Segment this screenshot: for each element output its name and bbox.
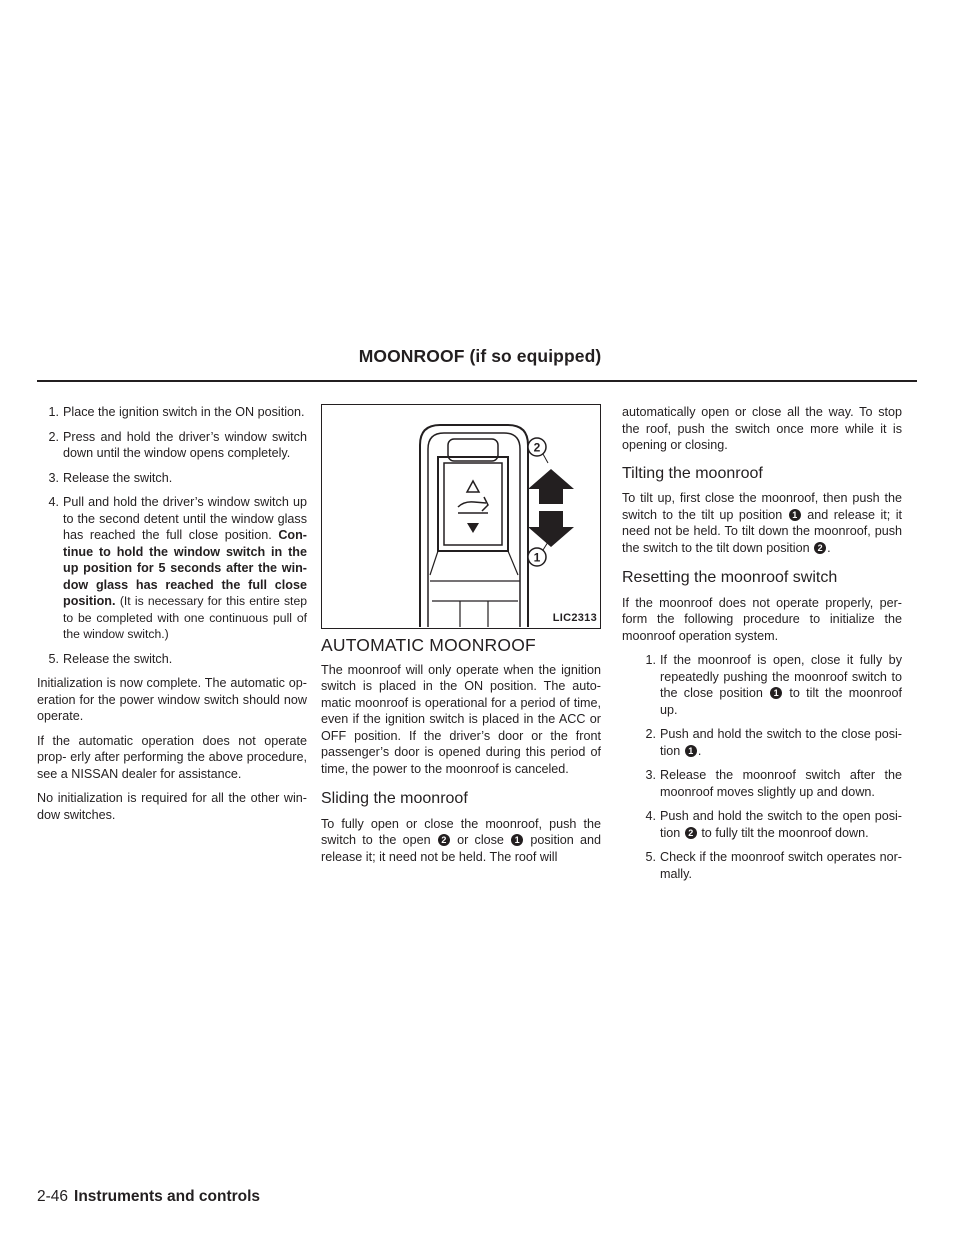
- column-2: [321, 404, 601, 873]
- heading-sliding: Sliding the moonroof: [321, 790, 468, 807]
- init-step-2: 2. Press and hold the driver’s window switch down until the window opens completely.: [48, 429, 307, 460]
- page-number: 2-46: [37, 1188, 69, 1205]
- heading-automatic-moonroof: AUTOMATIC MOONROOF: [321, 635, 536, 655]
- mark-2-icon: 2: [438, 834, 450, 846]
- reset-step-3: 3. Release the moonroof switch after the moonroof moves slightly up and down.: [645, 768, 902, 799]
- paragraph-other-windows: No initialization is required for all the other win- dow switches.: [37, 791, 307, 822]
- paragraph-dealer: If the automatic operation does not operate prop- erly after performing the above procedure, see a NISSAN dealer for assistance.: [37, 733, 307, 781]
- heading-resetting: Resetting the moonroof switch: [622, 569, 838, 586]
- reset-step-1: 1. If the moonroof is open, close it fully by repeatedly pushing the moonroof switch to the close position 1 to tilt the moonroof up.: [645, 653, 902, 717]
- section-rule: [37, 380, 917, 382]
- column-1: [37, 404, 307, 831]
- mark-2-icon: 2: [685, 827, 697, 839]
- paragraph-tilting: To tilt up, first close the moonroof, then push the switch to the tilt up position 1 and release it; it need not be held. To tilt down the moonroof, push the switch to the tilt down position 2 .: [622, 491, 903, 555]
- section-title: MOONROOF (if so equipped): [358, 346, 602, 366]
- paragraph-sliding: To fully open or close the moonroof, push the switch to the open 2 or close 1 position and release it; it need not be held. The roof will: [321, 816, 602, 864]
- init-step-5: 5. Release the switch.: [48, 651, 173, 666]
- init-steps: [37, 404, 307, 667]
- init-step-4-warning: Con- tinue to hold the window switch in the up position for 5 seconds after the win- dow glass has reached the full close position.: [63, 528, 308, 608]
- init-step-3: 3. Release the switch.: [48, 470, 173, 485]
- init-step-1: 1. Place the ignition switch in the ON position.: [48, 405, 305, 419]
- moonroof-switch-illustration: [322, 405, 599, 627]
- paragraph-resetting-intro: If the moonroof does not operate properly, per- form the following procedure to initialize the moonroof operation system.: [622, 595, 902, 643]
- reset-step-4: 4. Push and hold the switch to the open posi- tion 2 to fully tilt the moonroof down.: [645, 809, 902, 840]
- page-footer: [37, 1188, 260, 1206]
- reset-step-2: 2. Push and hold the switch to the close posi- tion 1 .: [645, 727, 902, 758]
- init-step-4: 4. Pull and hold the driver’s window switch up to the second detent until the window glass has reached the full close position. Con- tinue to hold the window switch in the up position for 5 seconds after the win- dow glass has reached the full close position. (It is necessary for this entire step to be completed with one continuous pull of the window switch.): [48, 495, 308, 641]
- callout-1: 1: [533, 550, 541, 565]
- moonroof-switch-figure: [321, 404, 601, 629]
- paragraph-automatic-intro: The moonroof will only operate when the ignition switch is placed in the ON position. The auto- matic moonroof is operational for a period of time, even if the ignition switch is placed in the ACC or OFF position. If the driver’s door or the front passenger’s door is opened during this period of time, the power to the moonroof is canceled.: [321, 662, 601, 776]
- mark-2-icon: 2: [814, 542, 826, 554]
- column-3: [622, 404, 902, 890]
- reset-step-5: 5. Check if the moonroof switch operates nor- mally.: [645, 850, 902, 881]
- reset-steps: [622, 652, 902, 882]
- paragraph-complete: Initialization is now complete. The automatic op- eration for the power window switch should now operate.: [37, 676, 307, 723]
- mark-1-icon: 1: [770, 687, 782, 699]
- mark-1-icon: 1: [685, 745, 697, 757]
- heading-tilting: Tilting the moonroof: [622, 464, 763, 482]
- figure-label: LIC2313: [552, 611, 597, 624]
- chapter-title: Instruments and controls: [74, 1188, 261, 1205]
- mark-1-icon: 1: [789, 509, 801, 521]
- mark-1-icon: 1: [511, 834, 523, 846]
- paragraph-sliding-continued: automatically open or close all the way. To stop the roof, push the switch once more while it is opening or closing.: [622, 405, 902, 452]
- callout-2: 2: [533, 440, 541, 455]
